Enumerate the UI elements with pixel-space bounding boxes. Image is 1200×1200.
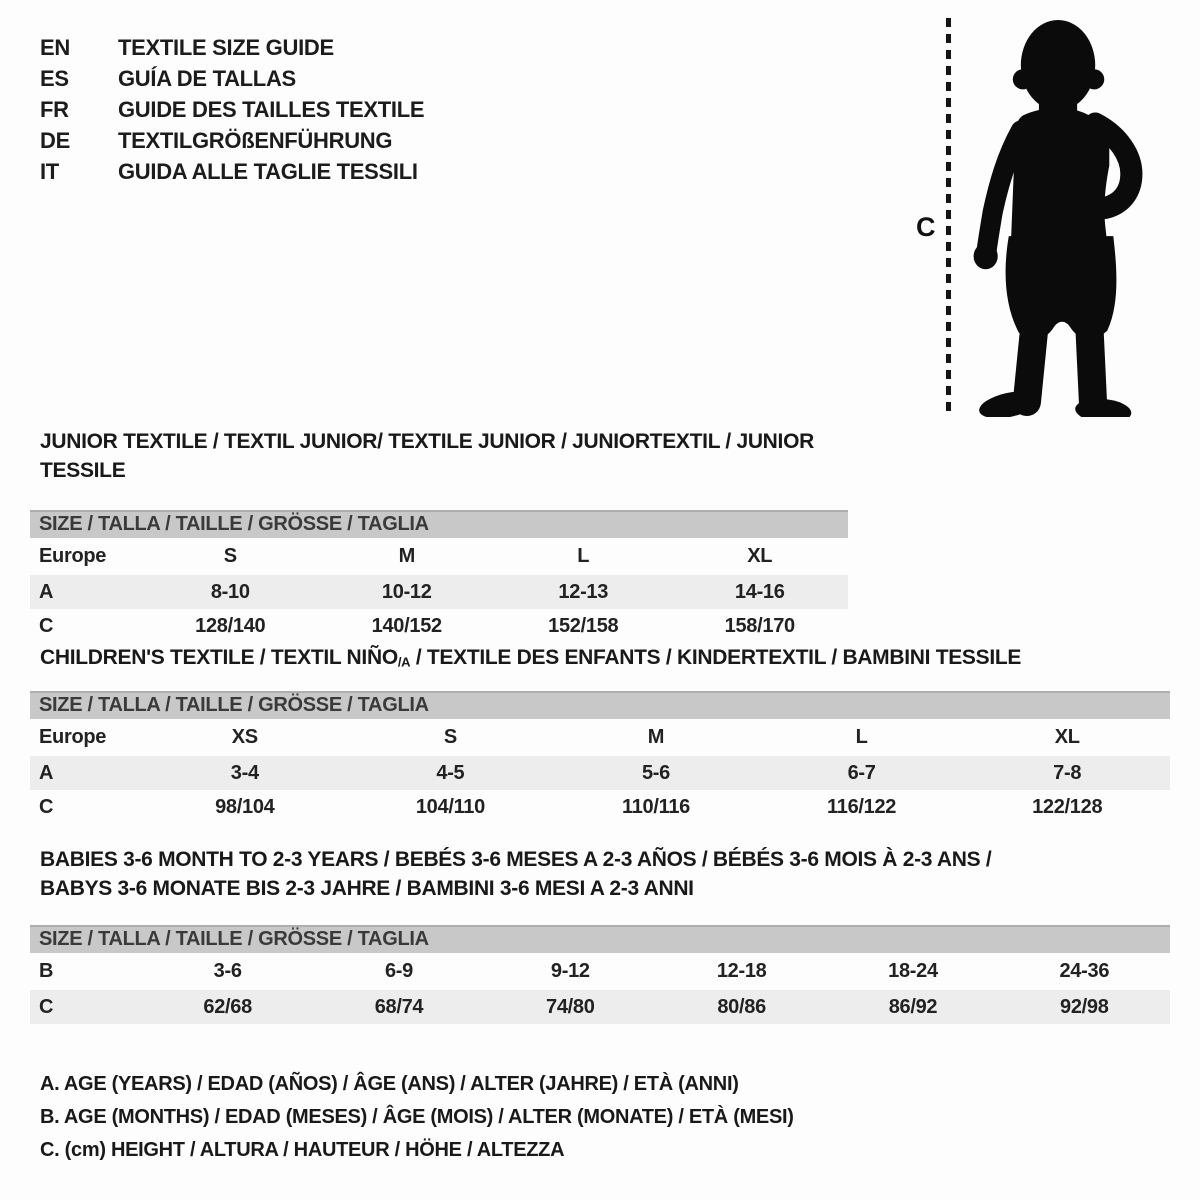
cell-value: 128/140 (195, 614, 266, 637)
language-code: FR (40, 97, 69, 122)
row-label: A (39, 580, 54, 603)
cell-value: 74/80 (546, 995, 595, 1018)
row-label: C (39, 795, 54, 818)
size-header-bar: SIZE / TALLA / TAILLE / GRÖSSE / TAGLIA (30, 925, 1170, 953)
table-row (30, 756, 1170, 790)
language-row (40, 94, 424, 125)
cell-value: 116/122 (827, 795, 897, 818)
cell-value: 110/116 (621, 795, 690, 818)
cell-value: S (443, 726, 457, 749)
row-label: B (39, 960, 54, 982)
cell-value: 18-24 (888, 960, 938, 982)
row-label: A (39, 761, 54, 784)
table-row (30, 953, 1170, 990)
cell-value: S (223, 545, 237, 567)
cell-value: 7-8 (1053, 761, 1082, 784)
table-row (30, 790, 1170, 824)
title-text: JUNIOR TEXTILE / TEXTIL JUNIOR/ TEXTILE JUNIOR / JUNIORTEXTIL / JUNIOR TESSILE (40, 430, 814, 482)
cell-value: 5-6 (641, 761, 670, 784)
cell-value: 8-10 (210, 580, 250, 603)
row-label: C (39, 995, 54, 1018)
size-table (30, 953, 1170, 1024)
table-title (30, 643, 1170, 676)
toddler-silhouette-icon (962, 15, 1144, 417)
cell-value: 152/158 (548, 614, 619, 637)
cell-value: 80/86 (717, 995, 766, 1018)
cell-value: M (398, 545, 415, 567)
cell-value: 62/68 (203, 995, 252, 1018)
cell-value: XL (1054, 726, 1080, 749)
cell-value: XL (747, 545, 773, 567)
table-title-line (40, 874, 1170, 903)
cell-value: L (855, 726, 868, 749)
language-code: ES (40, 66, 69, 91)
cell-value: 6-7 (847, 761, 876, 784)
babies-textile-section (30, 845, 1170, 1024)
table-title-line (40, 845, 1170, 874)
height-figure (900, 0, 1160, 430)
language-row (40, 125, 424, 156)
language-guide-title: GUÍA DE TALLAS (118, 66, 296, 91)
table-row (30, 719, 1170, 756)
cell-value: 3-4 (230, 761, 259, 784)
language-row (40, 63, 424, 94)
title-subscript: /A (397, 654, 411, 670)
legend-line: A. AGE (YEARS) / EDAD (AÑOS) / ÂGE (ANS) / ALTER (JAHRE) / ETÀ (ANNI) (40, 1073, 739, 1095)
language-code: IT (40, 159, 59, 184)
table-title-line (40, 427, 848, 485)
cell-value: M (647, 726, 665, 749)
table-row (30, 990, 1170, 1024)
title-text: / TEXTILE DES ENFANTS / KINDERTEXTIL / BAMBINI TESSILE (410, 646, 1022, 669)
language-guide-title: GUIDE DES TAILLES TEXTILE (118, 97, 425, 122)
legend-line: B. AGE (MONTHS) / EDAD (MESES) / ÂGE (MOIS) / ALTER (MONATE) / ETÀ (MESI) (40, 1106, 794, 1128)
cell-value: 12-13 (558, 580, 609, 603)
cell-value: 12-18 (716, 960, 767, 982)
cell-value: XS (231, 726, 258, 749)
title-text: BABIES 3-6 MONTH TO 2-3 YEARS / BEBÉS 3-6 MESES A 2-3 AÑOS / BÉBÉS 3-6 MOIS À 2-3 ANS / (40, 848, 992, 871)
language-code: EN (40, 35, 70, 60)
language-title-list (40, 32, 424, 187)
cell-value: 86/92 (888, 995, 938, 1018)
size-header-bar: SIZE / TALLA / TAILLE / GRÖSSE / TAGLIA (30, 691, 1170, 719)
height-measure-label: C (916, 212, 936, 242)
table-title (30, 427, 848, 485)
language-row (40, 156, 424, 187)
table-title-line (40, 643, 1170, 676)
cell-value: 14-16 (734, 580, 785, 603)
height-measure-line (946, 18, 951, 418)
title-text: BABYS 3-6 MONATE BIS 2-3 JAHRE / BAMBINI 3-6 MESI A 2-3 ANNI (40, 877, 694, 900)
cell-value: 92/98 (1060, 995, 1109, 1018)
cell-value: 6-9 (384, 960, 413, 982)
row-label: C (39, 614, 54, 637)
legend-line: C. (cm) HEIGHT / ALTURA / HAUTEUR / HÖHE / ALTEZZA (40, 1139, 565, 1161)
cell-value: 140/152 (371, 614, 442, 637)
cell-value: 10-12 (381, 580, 432, 603)
junior-textile-section (30, 427, 848, 643)
row-label: Europe (39, 545, 107, 567)
language-code: DE (40, 128, 70, 153)
size-table (30, 538, 848, 643)
cell-value: 4-5 (436, 761, 465, 784)
cell-value: 122/128 (1032, 795, 1103, 818)
table-title (30, 845, 1170, 903)
cell-value: 158/170 (724, 614, 795, 637)
table-row (30, 609, 848, 643)
cell-value: 104/110 (415, 795, 485, 818)
table-row (30, 538, 848, 575)
cell-value: 3-6 (213, 960, 242, 982)
language-guide-title: TEXTILGRÖßENFÜHRUNG (118, 128, 393, 153)
row-label: Europe (39, 726, 107, 749)
language-guide-title: GUIDA ALLE TAGLIE TESSILI (118, 159, 418, 184)
children-textile-section (30, 643, 1170, 824)
language-guide-title: TEXTILE SIZE GUIDE (118, 35, 334, 60)
language-row (40, 32, 424, 63)
legend (40, 1068, 794, 1167)
cell-value: L (577, 545, 590, 567)
cell-value: 24-36 (1059, 960, 1110, 982)
size-table (30, 719, 1170, 824)
cell-value: 98/104 (215, 795, 275, 818)
cell-value: 9-12 (550, 960, 590, 982)
title-text: CHILDREN'S TEXTILE / TEXTIL NIÑO (40, 646, 398, 669)
size-header-bar: SIZE / TALLA / TAILLE / GRÖSSE / TAGLIA (30, 510, 848, 538)
table-row (30, 575, 848, 609)
cell-value: 68/74 (374, 995, 424, 1018)
